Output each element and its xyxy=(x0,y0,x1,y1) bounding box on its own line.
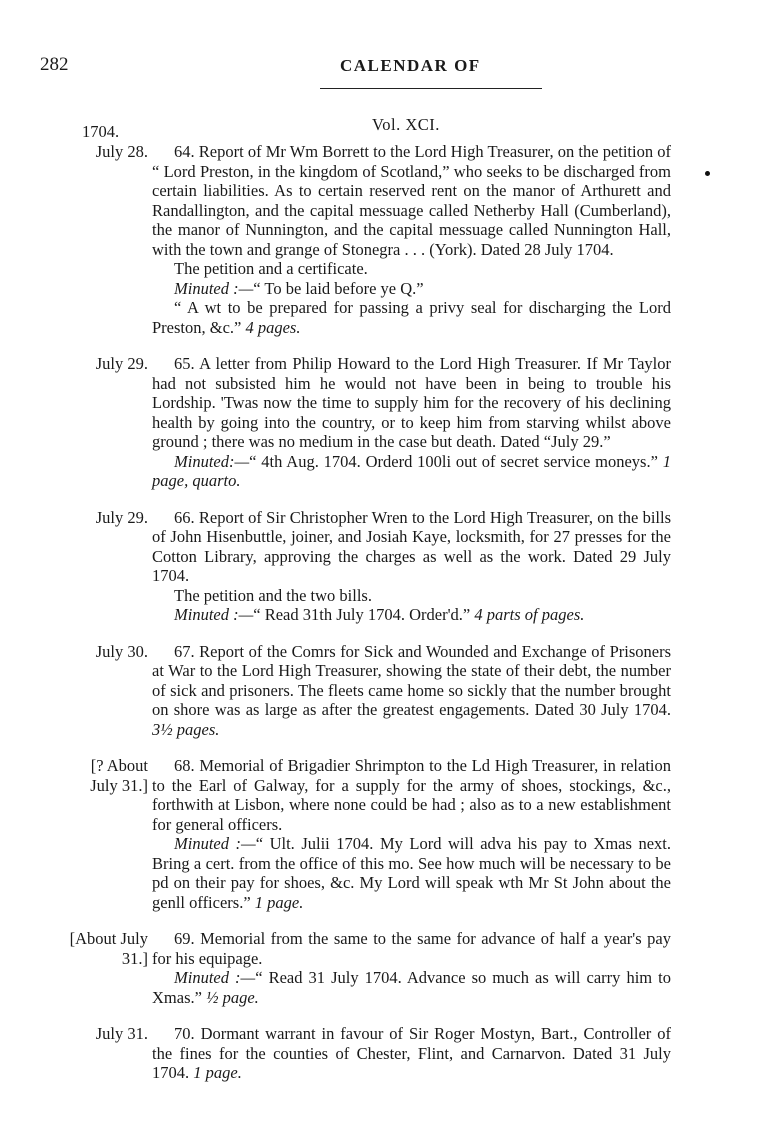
entry-body xyxy=(152,929,671,1007)
minute-label: Minuted:— xyxy=(174,451,250,471)
calendar-entry xyxy=(0,642,768,740)
header-rule xyxy=(320,88,542,89)
calendar-entry xyxy=(0,929,768,1007)
entry-minute xyxy=(152,452,671,491)
entry-minute xyxy=(152,834,671,912)
minute-extra-text: “ A wt to be prepared for passing a privy seal for discharging the Lord Preston, &c.” xyxy=(152,298,671,337)
page-count: 1 page, quarto. xyxy=(152,451,672,490)
calendar-entry xyxy=(0,1024,768,1083)
minute-text: “ To be laid before ye Q.” xyxy=(253,278,424,298)
entry-text: 69. Memorial from the same to the same for advance of half a year's pay for his equipage. xyxy=(152,929,671,968)
minute-text: “ 4th Aug. 1704. Orderd 100li out of secret service moneys.” xyxy=(249,451,658,471)
entry-date: July 29. xyxy=(95,354,148,373)
entry-body xyxy=(152,756,671,912)
volume-heading: Vol. XCI. xyxy=(372,115,440,134)
page-count: 1 page. xyxy=(254,892,304,912)
calendar-entry xyxy=(0,354,768,491)
entry-body xyxy=(152,142,671,337)
entry-minute xyxy=(152,605,671,625)
entry-text: 65. A letter from Philip Howard to the Lord High Treasurer. If Mr Taylor had not subsisted him he would not have been in being to trouble his Lordship. 'Twas now the time to supply him for the recovery of his declining health by going into the country, or to keep him from starving whilst above ground ; there was no medium in the case but death. Dated “July 29.” xyxy=(152,354,671,451)
entry-date: [? About July 31.] xyxy=(90,756,148,795)
entry-body xyxy=(152,1024,671,1083)
year-label: 1704. xyxy=(82,122,120,141)
page-count: 4 parts of pages. xyxy=(474,605,585,624)
page-count: 4 pages. xyxy=(245,317,301,337)
entry-date: July 31. xyxy=(95,1024,148,1043)
entry-minute xyxy=(152,968,671,1007)
entry-text: 68. Memorial of Brigadier Shrimpton to the Ld High Treasurer, in relation to the Earl of Galway, for a supply for the army of shoes, stockings, &c., forthwith at Lisbon, where none could be had ; also as to a new establishment for general officers. xyxy=(152,756,671,834)
minute-label: Minuted :— xyxy=(174,605,254,624)
minute-text: “ Ult. Julii 1704. My Lord will adva his pay to Xmas next. Bring a cert. from the office of this mo. See how much will be necessary to be pd on their pay for shoes, &c. My Lord will speak wth Mr St John about the genll officers.” xyxy=(152,834,671,912)
entry-text: 66. Report of Sir Christopher Wren to the Lord High Treasurer, on the bills of John Hisenbuttle, joiner, and Josiah Kaye, locksmith, for 27 presses for the Cotton Library, approving the charges as well as the work. Dated 29 July 1704. xyxy=(152,507,671,585)
entry-date: July 28. xyxy=(95,142,148,161)
minute-label: Minuted :— xyxy=(174,968,256,987)
entry-body xyxy=(152,642,671,740)
entry-enclosure: The petition and a certificate. xyxy=(174,259,368,278)
entry-body xyxy=(152,508,671,625)
entry-minute xyxy=(152,279,671,299)
page-count: ½ page. xyxy=(206,987,259,1007)
entry-minute-extra xyxy=(152,298,671,337)
page-count: 1 page. xyxy=(193,1063,242,1082)
calendar-entry xyxy=(0,142,768,337)
entry-text xyxy=(152,642,671,740)
minute-text: “ Read 31 July 1704. Advance so much as will carry him to Xmas.” xyxy=(152,968,671,1007)
entry-main-text: 67. Report of the Comrs for Sick and Wounded and Exchange of Prisoners at War to the Lord High Treasurer, showing the state of their debt, the number of sick and prisoners. The fleets came home so sickly that the number brought on shore was as large as after the greatest engagements. Dated 30 July 1704. xyxy=(152,641,671,719)
calendar-entry xyxy=(0,508,768,625)
page-number: 282 xyxy=(40,54,69,75)
running-title: CALENDAR OF xyxy=(340,56,481,75)
entry-main-text: 70. Dormant warrant in favour of Sir Roger Mostyn, Bart., Controller of the fines for the counties of Chester, Flint, and Carnarvon. Dated 31 July 1704. xyxy=(152,1024,671,1082)
entry-date: July 29. xyxy=(95,507,148,527)
minute-label: Minuted :— xyxy=(174,834,256,853)
minute-text: “ Read 31th July 1704. Order'd.” xyxy=(253,605,471,624)
entry-enclosure: The petition and the two bills. xyxy=(174,585,372,605)
entry-date: July 30. xyxy=(95,641,148,661)
entry-text: 64. Report of Mr Wm Borrett to the Lord High Treasurer, on the petition of “ Lord Preston, in the kingdom of Scotland,” who seeks to be discharged from certain liabilities. As to certain reserved rent on the manor of Arthurett and Randallington, and the capital messuage called Netherby Hall (Cumberland), the manor of Nunnington, and the capital messuage called Nunnington Hall, with the town and grange of Stonegra . . . (York). Dated 28 July 1704. xyxy=(152,142,671,259)
calendar-entry xyxy=(0,756,768,912)
calendar-entries xyxy=(0,142,768,1100)
page-count: 3½ pages. xyxy=(152,719,220,739)
entry-body xyxy=(152,354,671,491)
entry-text xyxy=(152,1024,671,1083)
minute-label: Minuted :— xyxy=(174,278,254,298)
entry-date: [About July 31.] xyxy=(69,929,148,968)
